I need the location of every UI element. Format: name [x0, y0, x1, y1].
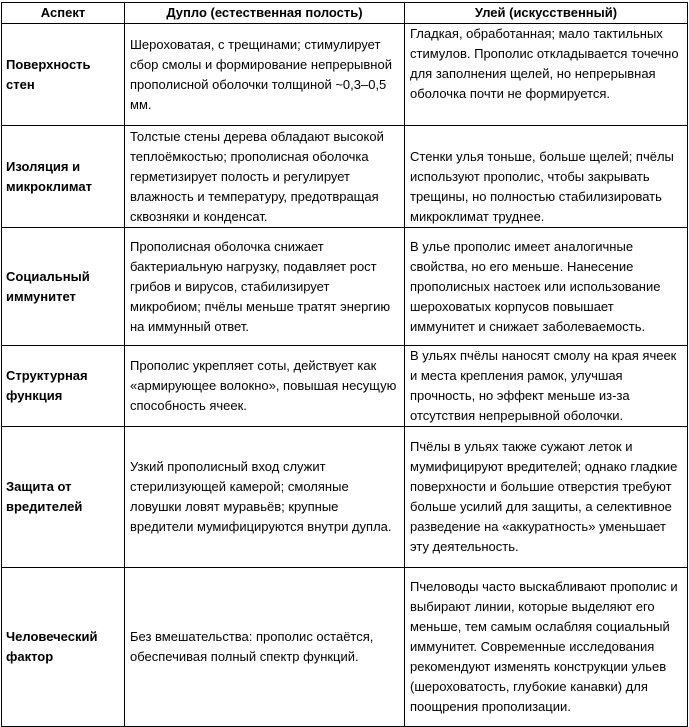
hollow-cell: Шероховатая, с трещинами; стимулирует сбор смолы и формирование непрерывной прополисной оболочки толщиной ~0,3–0,5 мм.	[125, 24, 405, 126]
hollow-cell: Толстые стены дерева обладают высокой теплоёмкостью; прополисная оболочка герметизирует полость и регулирует влажность и температуру, предотвращая сквозняки и конденсат.	[125, 126, 405, 228]
aspect-cell: Изоляция и микроклимат	[2, 126, 125, 228]
header-row	[2, 3, 688, 24]
comparison-table	[1, 2, 688, 727]
hive-cell: В ульях пчёлы наносят смолу на края ячеек и места крепления рамок, улучшая прочность, но эффект меньше из-за отсутствия непрерывной оболочки.	[405, 346, 688, 427]
aspect-cell: Человеческий фактор	[2, 568, 125, 727]
hive-cell: Пчёлы в ульях также сужают леток и мумифицируют вредителей; однако гладкие поверхности и большие отверстия требуют больше усилий для защиты, а селективное разведение на «аккуратность» уменьшает эту деятельность.	[405, 427, 688, 568]
aspect-cell: Структурная функция	[2, 346, 125, 427]
hollow-cell: Прополис укрепляет соты, действует как «армирующее волокно», повышая несущую способность ячеек.	[125, 346, 405, 427]
hive-cell: Пчеловоды часто выскабливают прополис и выбирают линии, которые выделяют его меньше, тем самым ослабляя социальный иммунитет. Современные исследования рекомендуют изменять конструкции ульев (шероховатость, глубокие канавки) для поощрения прополизации.	[405, 568, 688, 727]
aspect-cell: Социальный иммунитет	[2, 228, 125, 346]
hollow-cell: Узкий прополисный вход служит стерилизующей камерой; смоляные ловушки ловят муравьёв; крупные вредители мумифицируются внутри дупла.	[125, 427, 405, 568]
header-hive: Улей (искусственный)	[405, 3, 688, 24]
aspect-cell: Защита от вредителей	[2, 427, 125, 568]
table-row	[2, 126, 688, 228]
hive-cell: Стенки улья тоньше, больше щелей; пчёлы используют прополис, чтобы закрывать трещины, но полностью стабилизировать микроклимат труднее.	[405, 126, 688, 228]
aspect-cell: Поверхность стен	[2, 24, 125, 126]
table-row	[2, 24, 688, 126]
table-row	[2, 568, 688, 727]
hollow-cell: Прополисная оболочка снижает бактериальную нагрузку, подавляет рост грибов и вирусов, стабилизирует микробиом; пчёлы меньше тратят энергию на иммунный ответ.	[125, 228, 405, 346]
table-row	[2, 427, 688, 568]
hive-cell: Гладкая, обработанная; мало тактильных стимулов. Прополис откладывается точечно для заполнения щелей, но непрерывная оболочка почти не формируется.	[405, 24, 688, 126]
hive-cell: В улье прополис имеет аналогичные свойства, но его меньше. Нанесение прополисных настоек или использование шероховатых корпусов повышает иммунитет и снижает заболеваемость.	[405, 228, 688, 346]
header-hollow: Дупло (естественная полость)	[125, 3, 405, 24]
header-aspect: Аспект	[2, 3, 125, 24]
hollow-cell: Без вмешательства: прополис остаётся, обеспечивая полный спектр функций.	[125, 568, 405, 727]
table-row	[2, 346, 688, 427]
table-row	[2, 228, 688, 346]
